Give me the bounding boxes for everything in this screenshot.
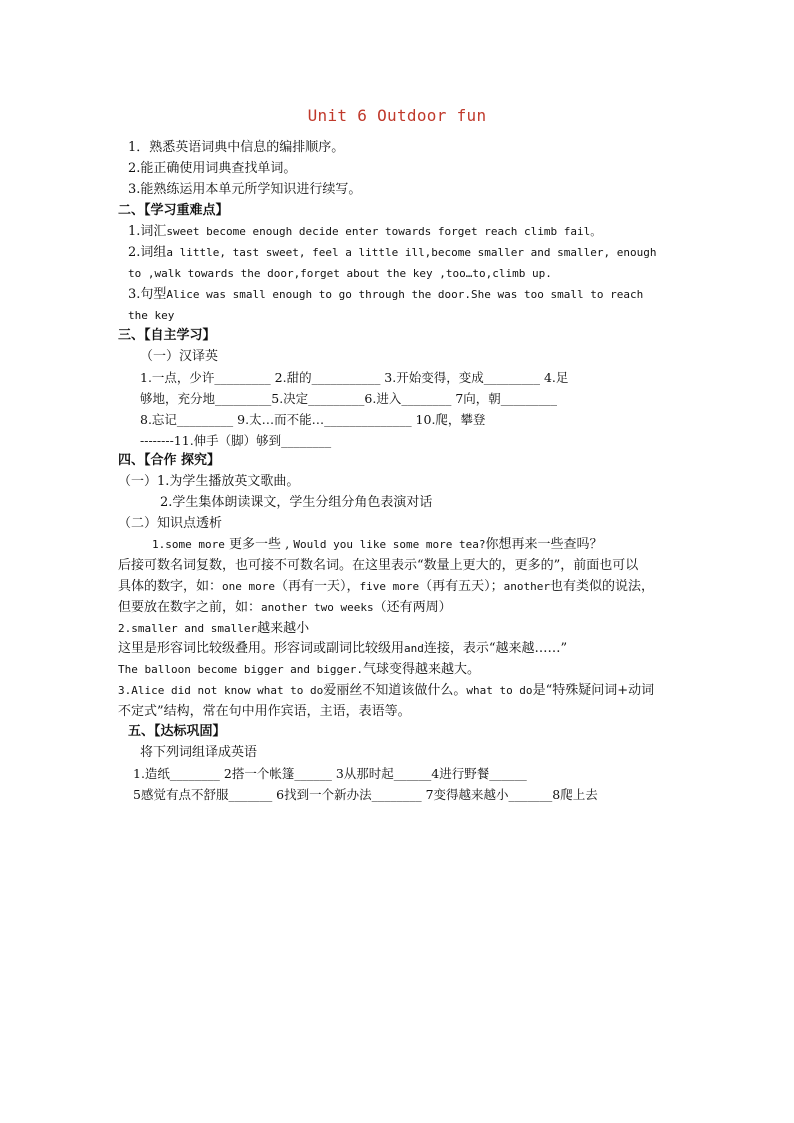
translation-subheading: （一）汉译英 [140,349,219,364]
point2-l2-and: and [404,642,424,655]
pattern-text-1: Alice was small enough to go through the door.She was too small to reach [166,288,644,301]
vocab-prefix: 1.词汇 [128,224,167,239]
point2-line-2 [118,640,567,658]
translation-row-3: 8.忘记_________ 9.太…而不能…______________ 10.爬，攀登 [140,412,486,427]
phrase-line-1 [128,244,656,262]
point2-meaning: 越来越小 [257,621,310,636]
translation-row-2: 够地，充分地_________5.决定_________6.进入________ 7向，朝_________ [140,391,558,406]
activity-1: （一）1.为学生播放英文歌曲。 [118,474,300,489]
point3-l1-text-d: 是“特殊疑问词+动词 [532,683,655,698]
point1-l3-five-more: five more [359,580,420,593]
point1-l3-another: another [503,580,550,593]
objective-1: 1．熟悉英语词典中信息的编排顺序。 [128,140,345,155]
point1-l3-one-more: one more [222,580,275,593]
point1-l4-text-a: 但要放在数字之前，如： [118,600,262,615]
section4-heading: 四、【合作 探究】 [118,453,221,468]
point1-l3-text-e: （再有五天）； [419,579,504,594]
objective-3: 3.能熟练运用本单元所学知识进行续写。 [128,182,362,197]
point1-l4-text-c: （还有两周） [373,600,452,615]
exercise-instruction: 将下列词组译成英语 [140,745,258,760]
translation-row-4: --------11.伸手（脚）够到________ [140,433,332,448]
point1-example: Would you like some more tea? [293,538,486,551]
vocab-words: sweet become enough decide enter towards forget reach climb fail。 [166,225,602,238]
knowledge-subheading: （二）知识点透析 [118,516,223,531]
point1-l3-text-c: （再有一天）， [275,579,360,594]
vocab-line [128,223,601,241]
point2-term: 2.smaller and smaller [118,622,258,635]
phrase-text-1: a little, tast sweet, feel a little ill,become smaller and smaller, enough [166,246,657,259]
activity-2: 2.学生集体朗读课文，学生分组分角色表演对话 [160,495,433,510]
section3-heading: 三、【自主学习】 [118,328,216,343]
point1-term: 1.some more [152,538,225,551]
point1-example-cn: 你想再来一些查吗？ [485,537,603,552]
exercise-row-2: 5感觉有点不舒服_______ 6找到一个新办法________ 7变得越来越小_______8爬上去 [133,787,598,802]
point2-example: The balloon become bigger and bigger. [118,663,364,676]
document-title: Unit 6 Outdoor fun [307,106,487,125]
point1-meaning: 更多一些 , [229,537,290,552]
phrase-prefix: 2.词组 [128,245,167,260]
point1-line-3 [118,578,654,596]
point1-l3-text-g: 也有类似的说法， [550,579,655,594]
translation-row-1: 1.一点，少许_________ 2.甜的___________ 3.开始变得，变成_________ 4.足 [140,370,569,385]
point3-example-cn: 爱丽丝不知道该做什么。 [323,683,467,698]
point2-example-cn: 气球变得越来越大。 [363,662,481,677]
pattern-line-1 [128,286,643,304]
exercise-row-1: 1.造纸________ 2搭一个帐篷______ 3从那时起______4进行野餐______ [133,766,527,781]
point3-term: what to do [466,684,533,697]
section5-heading: 五、【达标巩固】 [128,724,226,739]
point3-line-2: 不定式”结构，常在句中用作宾语，主语，表语等。 [118,704,411,719]
point1-line-4 [118,599,452,617]
point2-l2-text-a: 这里是形容词比较级叠用。形容词或副词比较级用 [118,641,405,656]
point3-example: 3.Alice did not know what to do [118,684,324,697]
point2-l2-text-c: 连接，表示“越来越……” [423,641,568,656]
phrase-line-2: to ,walk towards the door,forget about the key ,too…to,climb up. [128,267,552,280]
pattern-prefix: 3.句型 [128,287,167,302]
pattern-line-2: the key [128,309,175,322]
point2-line-1 [118,620,309,638]
section2-heading: 二、【学习重难点】 [118,203,229,218]
objective-2: 2.能正确使用词典查找单词。 [128,161,297,176]
point2-line-3 [118,661,480,679]
point1-l3-text-a: 具体的数字，如： [118,579,223,594]
point1-line-2: 后接可数名词复数，也可接不可数名词。在这里表示“数量上更大的，更多的”，前面也可以 [118,558,639,573]
point1-line-1 [152,536,602,554]
point3-line-1 [118,682,654,700]
point1-l4-example: another two weeks [261,601,374,614]
